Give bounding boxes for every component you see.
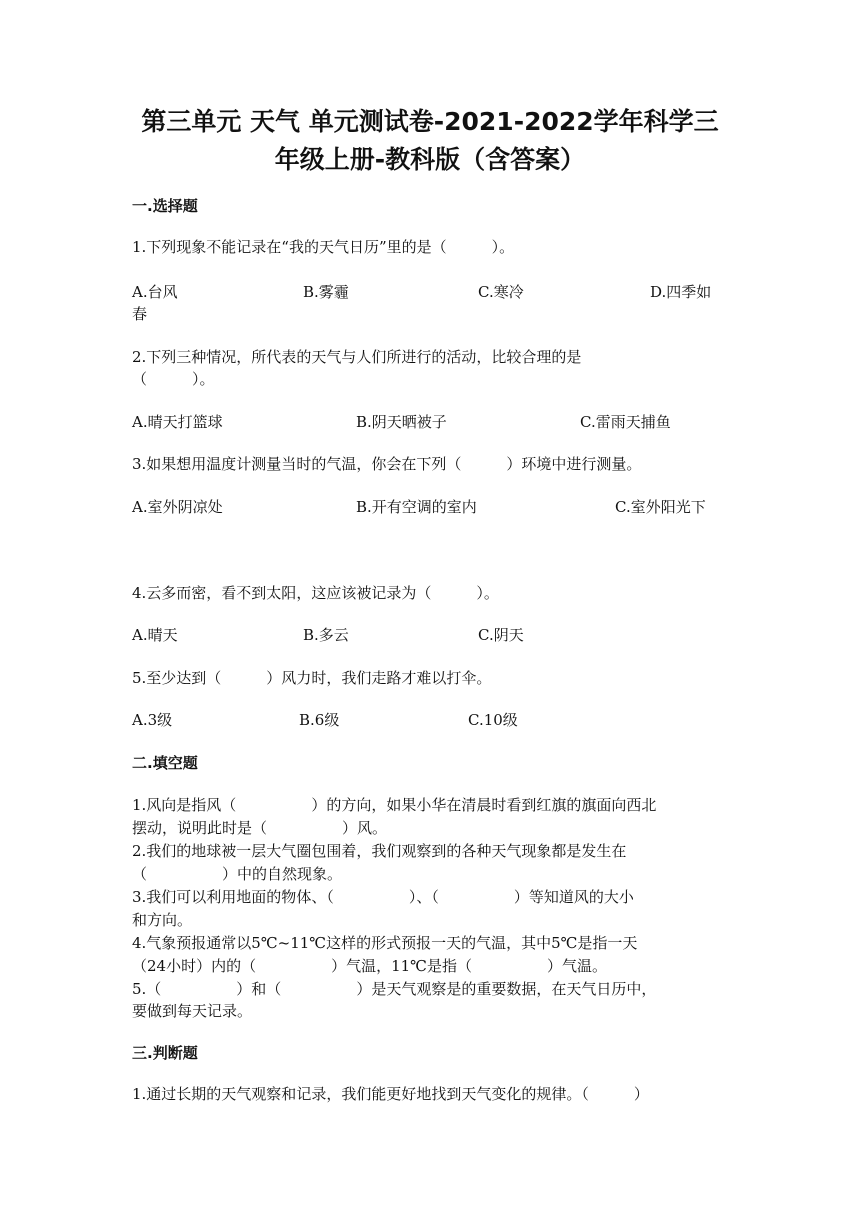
choice-q2-stem: 2.下列三种情况，所代表的天气与人们所进行的活动，比较合理的是 — [132, 348, 582, 366]
choice-q2-option-a: A.晴天打篮球 — [132, 413, 223, 431]
fill-line-8: （24小时）内的（ ）气温，11℃是指（ ）气温。 — [132, 957, 607, 975]
choice-q4-option-b: B.多云 — [303, 626, 349, 644]
fill-line-2: 摆动，说明此时是（ ）风。 — [132, 819, 388, 837]
choice-q3-stem: 3.如果想用温度计测量当时的气温，你会在下列（ ）环境中进行测量。 — [132, 455, 642, 473]
choice-q4-option-c: C.阴天 — [478, 626, 524, 644]
choice-q5-option-a: A.3级 — [132, 711, 173, 729]
document-title-line-1: 第三单元 天气 单元测试卷-2021-2022学年科学三 — [141, 107, 719, 136]
choice-q3-option-b: B.开有空调的室内 — [356, 498, 477, 516]
section-heading-choice: 一.选择题 — [132, 197, 198, 215]
choice-q3-option-c: C.室外阳光下 — [615, 498, 706, 516]
choice-q4-stem: 4.云多而密，看不到太阳，这应该被记录为（ ）。 — [132, 584, 499, 602]
choice-q1-option-c: C.寒冷 — [478, 283, 524, 301]
fill-line-9: 5.（ ）和（ ）是天气观察是的重要数据，在天气日历中， — [132, 980, 657, 998]
fill-line-5: 3.我们可以利用地面的物体、（ ）、（ ）等知道风的大小 — [132, 888, 634, 906]
choice-q2-stem-cont: （ ）。 — [132, 370, 215, 388]
fill-line-10: 要做到每天记录。 — [132, 1002, 253, 1020]
judge-q1: 1.通过长期的天气观察和记录，我们能更好地找到天气变化的规律。（ ） — [132, 1085, 649, 1103]
section-heading-judge: 三.判断题 — [132, 1044, 198, 1062]
choice-q1-option-d-cont: 春 — [132, 305, 148, 323]
choice-q3-option-a: A.室外阴凉处 — [132, 498, 223, 516]
section-heading-fill: 二.填空题 — [132, 754, 198, 772]
choice-q1-option-d: D.四季如 — [650, 283, 712, 301]
choice-q1-stem: 1.下列现象不能记录在“我的天气日历”里的是（ ）。 — [132, 238, 515, 256]
choice-q2-option-b: B.阴天晒被子 — [356, 413, 447, 431]
choice-q5-stem: 5.至少达到（ ）风力时，我们走路才难以打伞。 — [132, 669, 492, 687]
fill-line-7: 4.气象预报通常以5℃~11℃这样的形式预报一天的气温，其中5℃是指一天 — [132, 934, 638, 952]
choice-q2-option-c: C.雷雨天捕鱼 — [580, 413, 671, 431]
fill-line-1: 1.风向是指风（ ）的方向，如果小华在清晨时看到红旗的旗面向西北 — [132, 796, 657, 814]
choice-q5-option-b: B.6级 — [299, 711, 340, 729]
choice-q1-option-b: B.雾霾 — [303, 283, 349, 301]
choice-q1-option-a: A.台风 — [132, 283, 178, 301]
fill-line-4: （ ）中的自然现象。 — [132, 865, 343, 883]
fill-line-6: 和方向。 — [132, 911, 193, 929]
choice-q5-option-c: C.10级 — [468, 711, 518, 729]
document-title-line-2: 年级上册-教科版（含答案） — [274, 145, 586, 174]
choice-q4-option-a: A.晴天 — [132, 626, 178, 644]
fill-line-3: 2.我们的地球被一层大气圈包围着，我们观察到的各种天气现象都是发生在 — [132, 842, 627, 860]
